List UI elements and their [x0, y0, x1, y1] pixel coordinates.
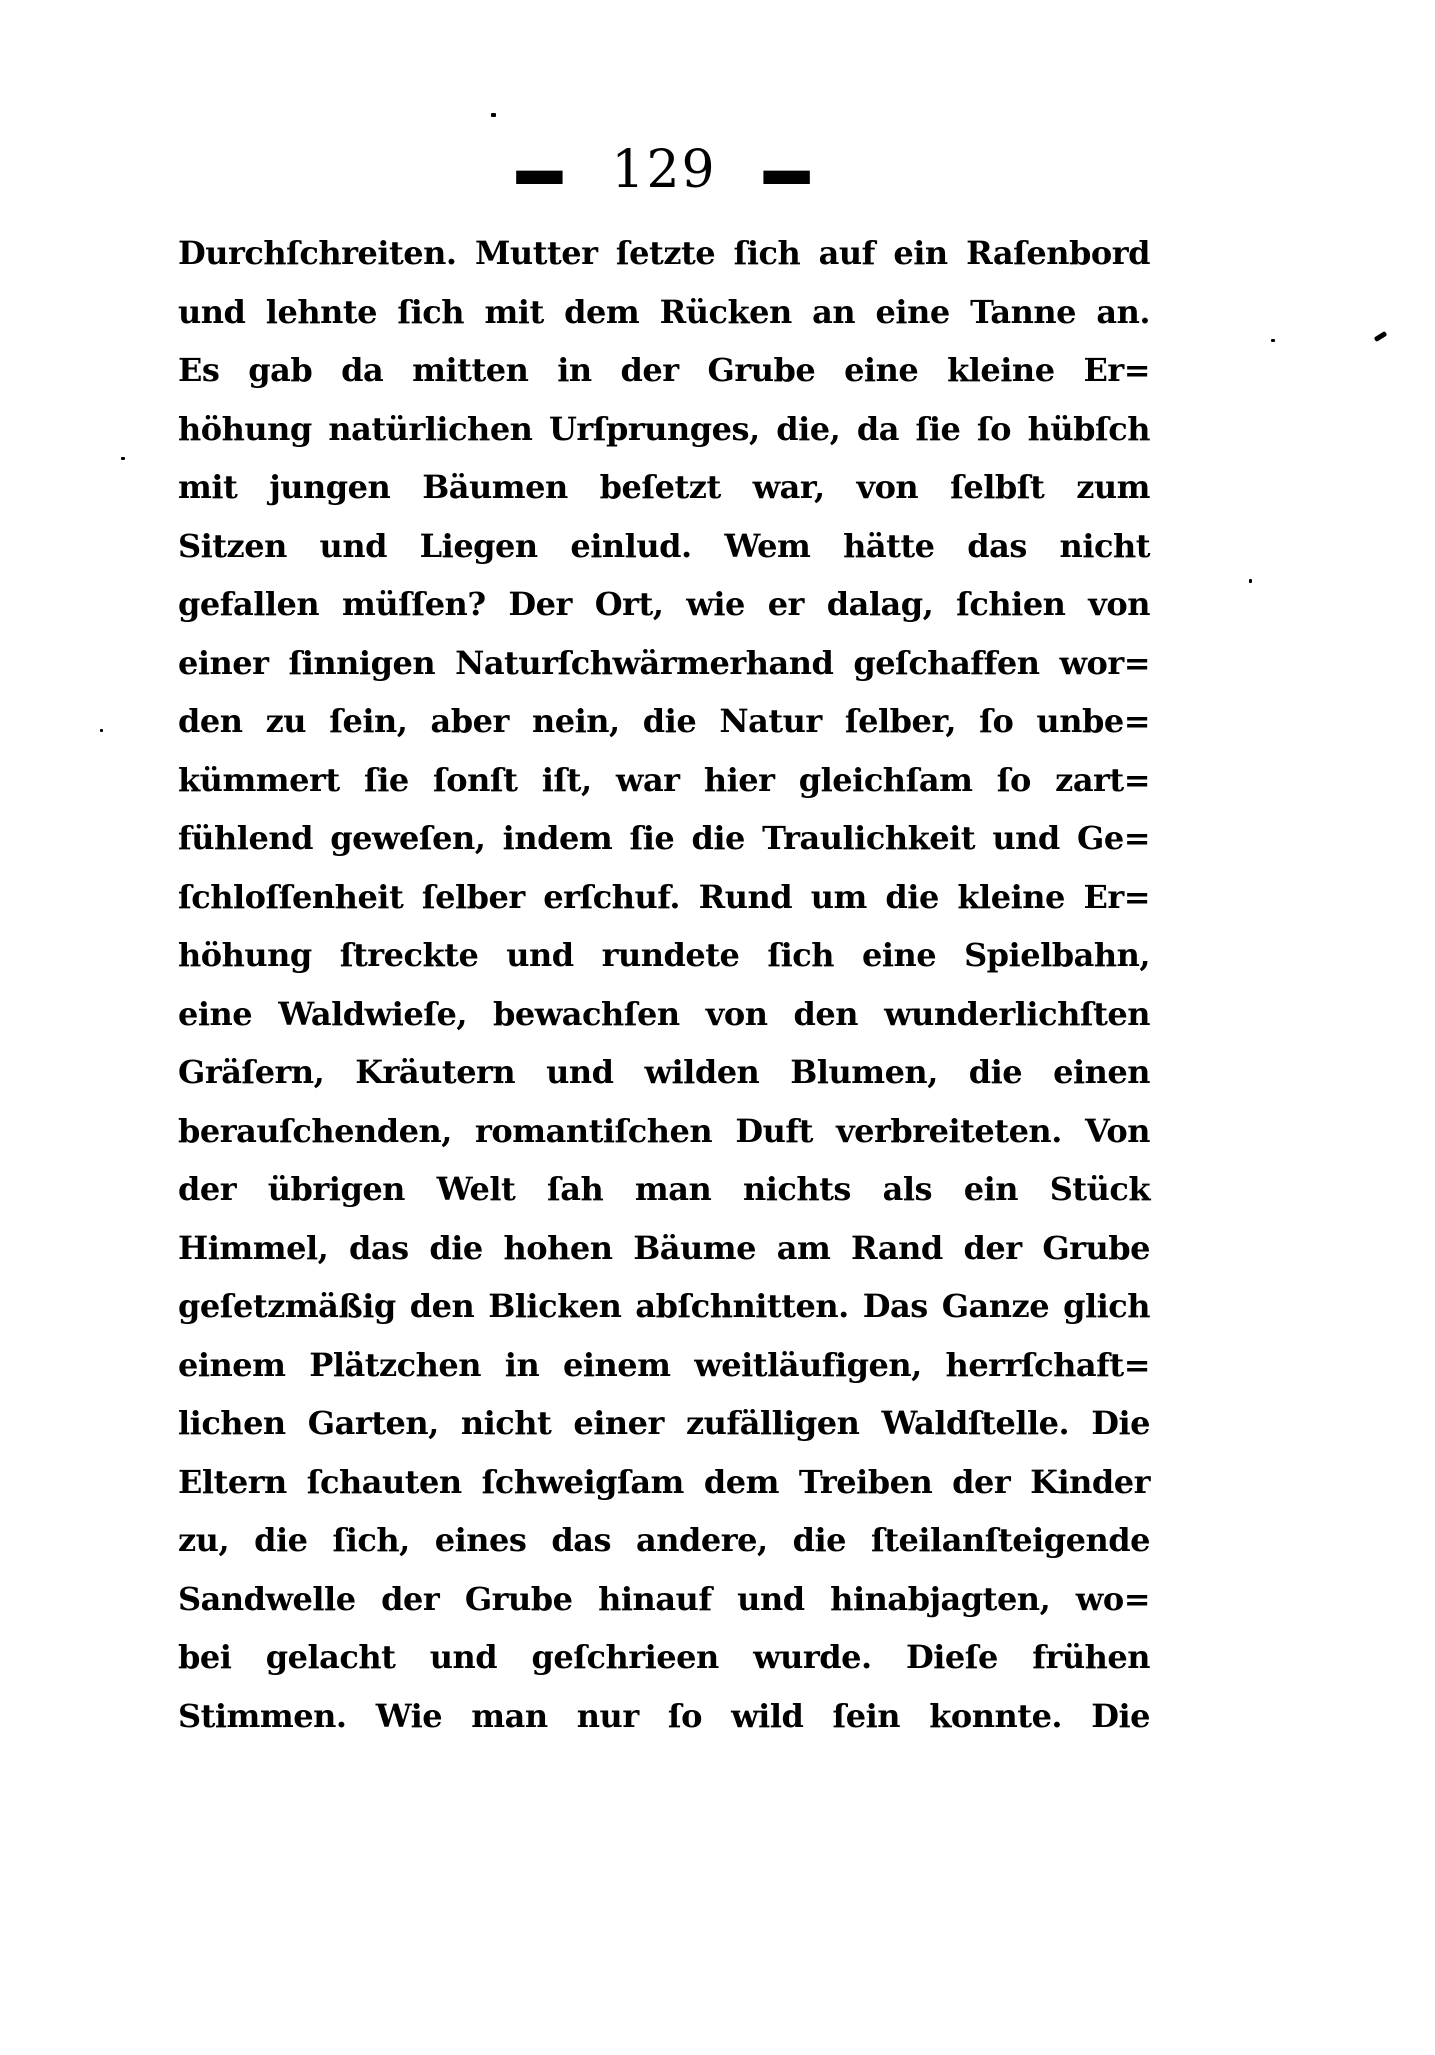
- text-line: Es gab da mitten in der Grube eine kleine Er=: [178, 351, 1150, 389]
- scan-speck: [100, 729, 103, 732]
- text-line: kümmert ſie ſonſt iſt, war hier gleichſam ſo zart=: [178, 760, 1150, 799]
- text-line: einem Plätzchen in einem weitläufigen, herrſchaft=: [178, 1345, 1150, 1384]
- text-line: bei gelacht und geſchrieen wurde. Dieſe frühen: [178, 1638, 1150, 1676]
- page-number: 129: [611, 140, 717, 200]
- text-line: höhung natürlichen Urſprunges, die, da ſie ſo hübſch: [178, 409, 1150, 448]
- text-line: höhung ſtreckte und rundete ſich eine Spielbahn,: [178, 936, 1150, 974]
- text-line: fühlend geweſen, indem ſie die Traulichkeit und Ge=: [178, 819, 1150, 857]
- text-line: Himmel, das die hohen Bäume am Rand der Grube: [178, 1228, 1150, 1267]
- text-line: gefallen müſſen? Der Ort, wie er dalag, ſchien von: [178, 585, 1150, 623]
- text-line: der übrigen Welt ſah man nichts als ein Stück: [178, 1170, 1150, 1208]
- text-line: eine Waldwieſe, bewachſen von den wunderlichſten: [178, 994, 1150, 1033]
- text-line: geſetzmäßig den Blicken abſchnitten. Das Ganze glich: [178, 1287, 1150, 1325]
- scan-speck: [1271, 339, 1275, 342]
- header-dash-right: —: [760, 101, 815, 236]
- text-line: lichen Garten, nicht einer zufälligen Waldſtelle. Die: [178, 1404, 1150, 1442]
- scan-tick-mark: [1374, 331, 1388, 342]
- header-dash-left: —: [513, 101, 568, 236]
- scan-speck: [121, 457, 125, 460]
- text-line: ſchloſſenheit ſelber erſchuf. Rund um die kleine Er=: [178, 877, 1150, 916]
- text-line: mit jungen Bäumen beſetzt war, von ſelbſt zum: [178, 468, 1150, 506]
- text-line: Eltern ſchauten ſchweigſam dem Treiben der Kinder: [178, 1462, 1150, 1501]
- scan-speck: [491, 113, 496, 117]
- page-text: [178, 224, 1150, 1745]
- text-line: Stimmen. Wie man nur ſo wild ſein konnte. Die: [178, 1696, 1150, 1735]
- text-line: berauſchenden, romantiſchen Duft verbreiteten. Von: [178, 1111, 1150, 1150]
- page-header: [178, 101, 1150, 236]
- text-line: zu, die ſich, eines das andere, die ſteilanſteigende: [178, 1521, 1150, 1559]
- text-line: Sandwelle der Grube hinauf und hinabjagten, wo=: [178, 1579, 1150, 1618]
- text-line: Gräſern, Kräutern und wilden Blumen, die einen: [178, 1053, 1150, 1091]
- text-line: und lehnte ſich mit dem Rücken an eine Tanne an.: [178, 292, 1150, 331]
- text-line: einer ſinnigen Naturſchwärmerhand geſchaffen wor=: [178, 643, 1150, 682]
- text-line: Sitzen und Liegen einlud. Wem hätte das nicht: [178, 526, 1150, 565]
- scan-speck: [1249, 579, 1252, 583]
- text-line: Durchſchreiten. Mutter ſetzte ſich auf ein Raſenbord: [178, 234, 1150, 272]
- text-line: den zu ſein, aber nein, die Natur ſelber, ſo unbe=: [178, 702, 1150, 740]
